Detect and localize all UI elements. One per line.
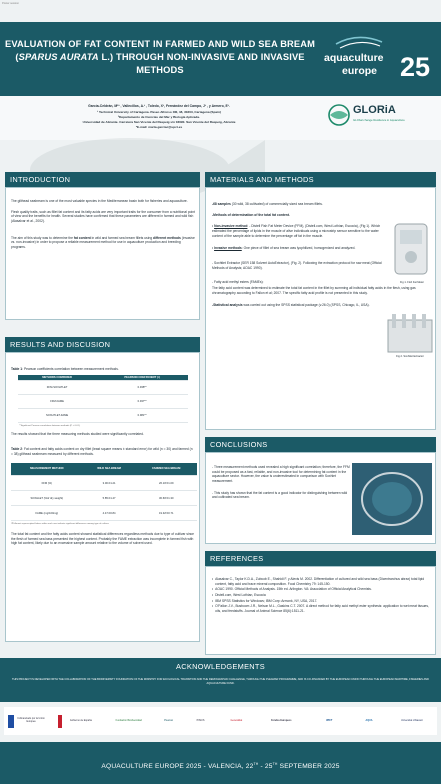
- poster-title: EVALUATION OF FAT CONTENT IN FARMED AND WILD SEA BREAM (SPARUS AURATA L.) THROUGH NON-INVASIVE AND INVASIVE METHODS: [4, 39, 316, 76]
- gloria-subtitle: GLObal change Resilience in Aquaculture: [353, 118, 405, 122]
- sponsor-upct: UPCT: [325, 718, 333, 722]
- methods-header: MATERIALS AND METHODS: [205, 172, 436, 187]
- results-panel: Table 1: Pearson coefficients correlation between measurement methods. METHODS COMPARED PEARSON COEFFICIENT (r) FFM-SOXHTLET 0.938** FFM-FAME 0.937** SOXHTLET-FAME 0.981** **Significant Pearson correlations between methods (P < 0.01). The results showed that the three measuring methods studied were significantly correlated. Table 2: Fat content and fatty acids content on dry fillet (least square means ± standard error) for wild (n = 30) and farmed (n = 38) gilthead seabream measured by different methods. MEASUREMENT METHOD WILD SEA BREAM FARMED SEA BREAM FFM (%) 3.00ᵃ±1.21 26.10ᵇ±1.09 SOXHLET (%of dry weight) 5.85ᵃ±1.47 30.60ᵇ±1.30 FAME (mg/100mg) 4.47ᵃ±0.84 19.32ᵇ±0.71 ᵃᵇDifferent superscripted letters within each row indicate significant differences among type of cultivar. The total fat content and the fatty acids content showed statistical differences regardless methods due to type of cultivar since the flesh of farmed sea bass presented the highest content. Probably the FAME extraction was incomplete in farmed fish with high fat content, likely due to an excessive sample amount relative to the volume of solvent used.: [5, 352, 200, 642]
- footer-text: AQUACULTURE EUROPE 2025 - VALENCIA, 22TH - 25TH SEPTEMBER 2025: [101, 762, 340, 771]
- table-row: FFM-FAME 0.937**: [18, 394, 188, 408]
- sponsor-pleamar: Pleamar: [164, 718, 174, 722]
- ack-title: ACKNOWLEDGEMENTS: [176, 662, 265, 671]
- pearson-table: [18, 375, 188, 423]
- sponsor-eu: Cofinanciado por la Unión Europea: [8, 715, 48, 728]
- footer-band: [0, 742, 441, 784]
- sponsor-ua: Universitat d'Alacant: [401, 718, 423, 722]
- ack-text: THIS PROJECT IS DEVELOPED WITH THE COLLABORATION OF THE BIODIVERSITY FOUNDATION OF THE MINISTRY FOR ECOLOGICAL TRANSITION AND THE DEMOGRAPHIC CHALLENGE, THROUGH THE PLEAMAR PROGRAMME, AND IS CO-FINANCED BY THE EUROPEAN UNION THROUGH THE EUROPEAN MARITIME, FISHERIES AND AQUACULTURE FUND.: [12, 678, 429, 685]
- aqua-line1: aquaculture: [324, 52, 384, 64]
- table-row: FAME (mg/100mg) 4.47ᵃ±0.84 19.32ᵇ±0.71: [11, 506, 197, 521]
- soxhlet-extractor-image: [386, 312, 434, 354]
- affiliation-2: ²Departamento de Ciencias del Mar y Biología Aplicada.: [118, 115, 200, 119]
- gloria-name: GLORiA: [353, 104, 396, 116]
- fat-content-table: MEASUREMENT METHOD WILD SEA BREAM FARMED SEA BREAM FFM (%) 3.00ᵃ±1.21 26.10ᵇ±1.09 SOXHLET (%of dry weight) 5.85ᵃ±1.47 30.60ᵇ±1.30 FAME (mg/100mg) 4.47ᵃ±0.84 19.32ᵇ±0.71: [11, 463, 197, 522]
- corner-tag: Poster session: [2, 2, 20, 5]
- sponsor-piscis: PISCIS: [196, 718, 205, 722]
- affiliation-1: ¹ Technical University of Cartagena. Paseo Alfonso XIII, 48, 30203, Cartagena (Spain): [97, 110, 221, 114]
- authors: García-Celdrán, M*¹ , Vallecillos, A.¹ , Toledo, X¹, Fernández del Campo, J¹ , y Armero, E¹.: [88, 104, 230, 108]
- sponsor-aqua: AQUA: [365, 718, 373, 722]
- contact-email[interactable]: *E-mail: marta.garciac@upct.es: [135, 125, 183, 129]
- fig2-caption: Fig 2. Soxhtlet Extractor: [396, 355, 424, 358]
- references-header: REFERENCES: [205, 551, 436, 566]
- list-item: • O'Fallon J.V., Busboom J.R., Nelson M.L., Gaskins C.T. 2007. A direct method for fatty acid methyl ester synthesis: application to wet meat tissues, oils, and feedstuffs. Journal of Animal Science 85(6):1511-21.: [212, 604, 429, 614]
- aquaculture-europe-logo: [318, 30, 436, 90]
- methods-panel: -68 samples (30 wild, 38 cultivated) of commercially sized sea bream fillets. -Methods of determination of the total fat content. • Non-invasive method: - Distell Fish Fat Meter Device (FFM), (Distell.com, West Lothian, Escocia), (Fig 1). Which estimated the percentage of lipids in the muscle of alive individuals using a microstrip sensor sensitive to the water content of the sample able to determine the percentage off fat in the muscle. • Invasive methods: One piece of fillet of sea bream was lyophilized, homogenized and analyzed. - Soxhtlet Extractor (SER 158 Solvent AutoExtractor), (Fig. 2). Following the extraction protocol for raw meat (Official Methods of Analysis; AOAC 1990). - Fatty acid methyl esters (FAMEs): The fatty acid content was determined to estimate the total fat content in the fillet by summing all individual fatty acids in the flesh, using gas chromatography according to Fallon et al; 2007. The specific fatty acid profile is not presented in this study. -Statistical analysis was carried out using the SPSS statistical package (v.26.0) (SPSS, Chicago, IL, USA). Fig 1. Fish Fat Meter Fig 2. Soxhtlet Extractor: [205, 187, 436, 430]
- fig1-caption: Fig 1. Fish Fat Meter: [400, 281, 424, 284]
- table-row: SOXHLET (%of dry weight) 5.85ᵃ±1.47 30.60ᵇ±1.30: [11, 491, 197, 506]
- list-item: • Distell.com, West Lothian, Escocia: [212, 593, 266, 598]
- ack-band: [0, 658, 441, 702]
- t1-head-method: METHODS COMPARED: [18, 375, 96, 381]
- aqua-year: 25: [400, 52, 431, 82]
- results-header: RESULTS AND DISCUSION: [5, 337, 200, 352]
- affiliation-3: Universidad de Alicante. Carretera San Vicente del Raspeig s/n 03690. San Vicente del Raspeig, Alicante: [82, 120, 236, 124]
- gloria-globe-icon: [328, 104, 350, 126]
- sponsor-fondos-europeos: Fondos Europeos: [271, 718, 292, 722]
- t1-head-coef: PEARSON COEFFICIENT (r): [96, 375, 188, 381]
- list-item: • AOAC 1990. Official Methods of Analysis. 15th ed. Arlington. VA: Association of Official Analytical Chemists.: [212, 587, 372, 592]
- conclusions-panel: - Three measurement methods used revealed a high significant correlation; therefore, the FFM could be proposed as a fast, reliable, and non-invasive tool for determining fat content in the aquaculture sector. However, the value is underestimated in comparison with Soxhlet measurement. - This study has shown that the fat content is a good indicator for distinguishing between wild and cultivated sea bream.: [205, 452, 436, 544]
- list-item: • Alasalvar C., Taylor K.D.A., Zubcob E., Shahidi F. y Alexis M. 2002. Differentiation of cultured and wild sea bass (Dicentrarchus abrax) total lipid content, fatty acid and trace mineral composition. Food Chemistry 79: 145-150.: [212, 577, 425, 586]
- table-row: FFM-SOXHTLET 0.938**: [18, 380, 188, 394]
- sponsor-biodiversidad: Fundación Biodiversidad: [115, 718, 142, 722]
- sponsor-logos: [4, 707, 437, 735]
- gloria-logo: [328, 100, 428, 130]
- sponsor-generalitat: Generalitat: [230, 718, 243, 722]
- list-item: • IBM SPSS Statistics for Windows; IBM Corp: Armonk, NY, USA, 2017.: [212, 598, 318, 603]
- references-panel: [205, 566, 436, 655]
- sponsor-gobierno: Gobierno de España: [58, 715, 100, 728]
- aqua-line2: europe: [342, 65, 378, 77]
- fish-fat-meter-image: [389, 222, 433, 280]
- intro-header: INTRODUCTION: [5, 172, 200, 187]
- table-row: SOXHTLET-FAME 0.981**: [18, 408, 188, 422]
- intro-panel: The gilthead seabream is one of the most valuable species in the Mediterranean basin both for fisheries and aquaculture. Flesh quality traits, such as fillet fat content and its fatty acids are very important traits for the consumer from a nutritional point of view and the benefits for health. Several studies have confirmed that these parameters are different in farmed and wild fish (Alasalvar et al., 2002). The aim of this study was to determine the fat content in wild and farmed sea bream fillets using different methods (invasive vs. non-invasive) in order to propose a reliable measurement method for use in aquaculture production and breeding programs.: [5, 187, 200, 320]
- fish-farm-image: [352, 463, 432, 535]
- conclusions-header: CONCLUSIONS: [205, 437, 436, 452]
- table-row: FFM (%) 3.00ᵃ±1.21 26.10ᵇ±1.09: [11, 476, 197, 491]
